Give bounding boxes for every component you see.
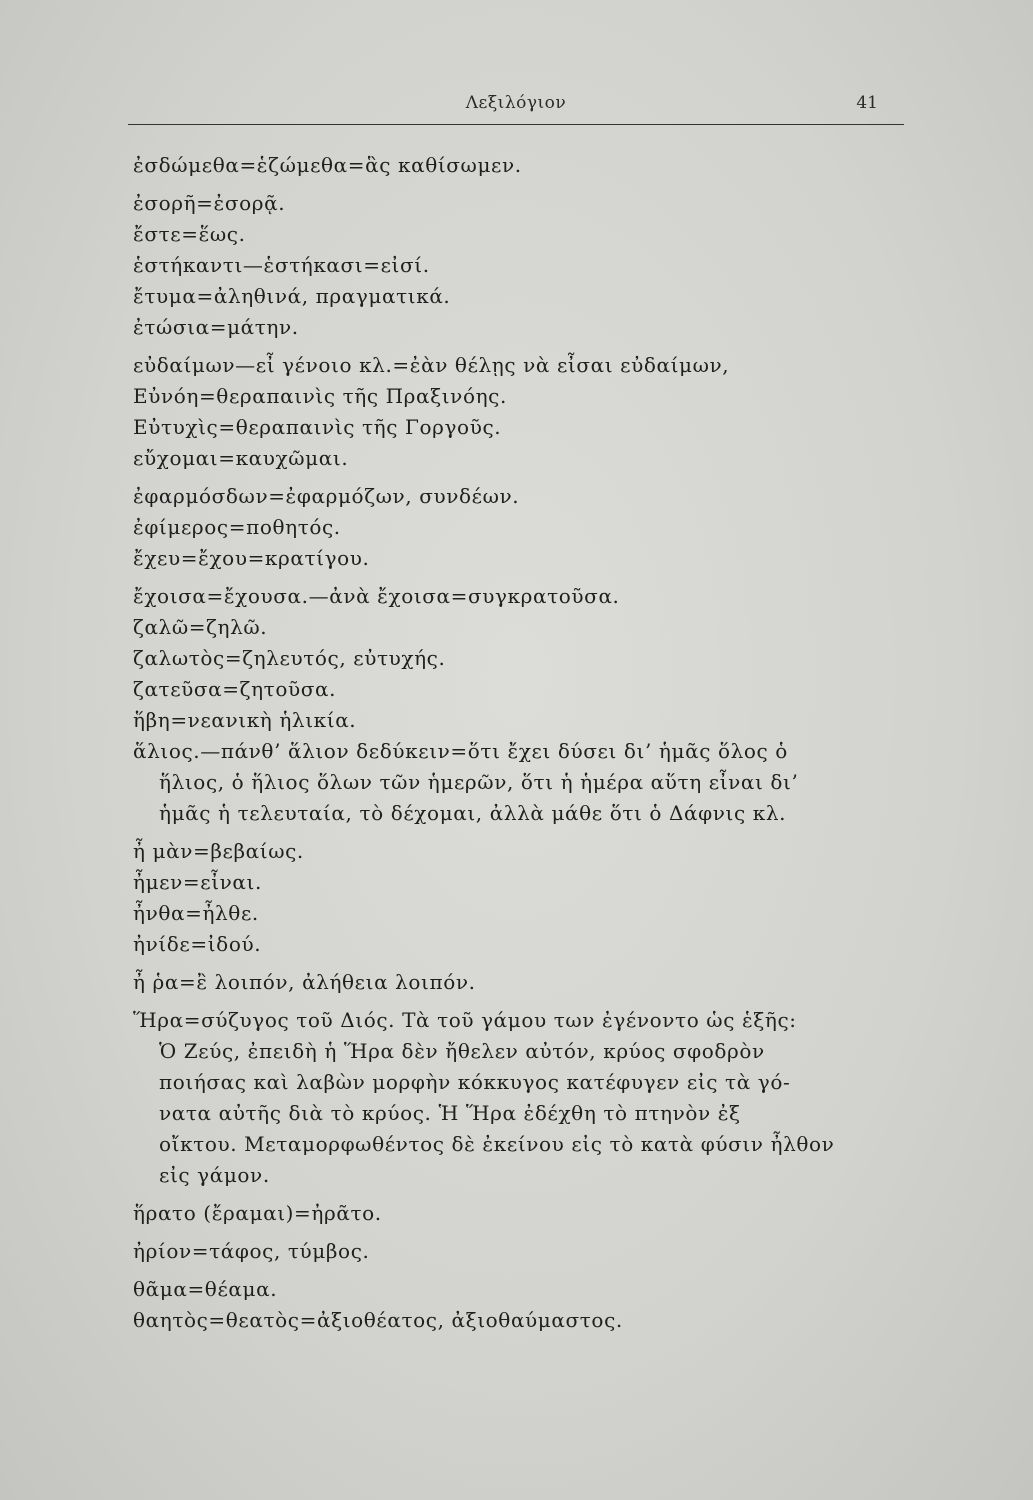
glossary-entry bbox=[133, 705, 933, 736]
entry-continuation-line: ἡμᾶς ἡ τελευταία, τὸ δέχομαι, ἀλλὰ μάθε ὅτι ὁ Δάφνις κλ. bbox=[159, 801, 787, 825]
glossary-entry bbox=[133, 219, 933, 250]
entry-continuation-line: νατα αὐτῆς διὰ τὸ κρύος. Ἡ Ἥρα ἐδέχθη τὸ πτηνὸν ἐξ bbox=[159, 1101, 741, 1125]
entry-headword-line: Ἥρα=σύζυγος τοῦ Διός. Τὰ τοῦ γάμου των ἐγένοντο ὡς ἑξῆς: bbox=[133, 1008, 797, 1032]
entry-headword-line: ἦνθα=ἦλθε. bbox=[133, 901, 259, 925]
entry-headword-line: ἐφαρμόσδων=ἐφαρμόζων, συνδέων. bbox=[133, 484, 520, 508]
glossary-entry bbox=[133, 443, 933, 474]
entry-headword-line: ἔτυμα=ἀληθινά, πραγματικά. bbox=[133, 284, 451, 308]
entry-headword-line: ζαλωτὸς=ζηλευτός, εὐτυχής. bbox=[133, 646, 446, 670]
glossary-entry bbox=[133, 512, 933, 543]
glossary-entry bbox=[133, 312, 933, 343]
entry-continuation-line: Ὁ Ζεύς, ἐπειδὴ ἡ Ἥρα δὲν ἤθελεν αὐτόν, κρύος σφοδρὸν bbox=[159, 1039, 765, 1063]
entry-headword-line: ἦ μὰν=βεβαίως. bbox=[133, 839, 304, 863]
glossary-entry bbox=[133, 543, 933, 574]
entry-headword-line: ἔχευ=ἔχου=κρατίγου. bbox=[133, 546, 370, 570]
entry-continuation-line: ἥλιος, ὁ ἥλιος ὅλων τῶν ἡμερῶν, ὅτι ἡ ἡμέρα αὕτη εἶναι δι’ bbox=[159, 770, 799, 794]
glossary-entry bbox=[133, 481, 933, 512]
glossary-entry bbox=[133, 1005, 933, 1191]
glossary-entry bbox=[133, 836, 933, 867]
entry-continuation-line: εἰς γάμον. bbox=[159, 1163, 270, 1187]
entry-headword-line: θαητὸς=θεατὸς=ἀξιοθέατος, ἀξιοθαύμαστος. bbox=[133, 1308, 623, 1332]
glossary-entry bbox=[133, 350, 933, 381]
entry-headword-line: ἑστήκαντι—ἑστήκασι=εἰσί. bbox=[133, 253, 430, 277]
entry-headword-line: ζαλῶ=ζηλῶ. bbox=[133, 615, 268, 639]
glossary-entry bbox=[133, 581, 933, 612]
glossary-entry bbox=[133, 1236, 933, 1267]
entry-headword-line: Εὐτυχὶς=θεραπαινὶς τῆς Γοργοῦς. bbox=[133, 415, 502, 439]
page-header bbox=[128, 93, 904, 121]
entry-headword-line: εὐδαίμων—εἶ γένοιο κλ.=ἐὰν θέλῃς νὰ εἶσαι εὐδαίμων, bbox=[133, 353, 730, 377]
entry-headword-line: ἦμεν=εἶναι. bbox=[133, 870, 262, 894]
entry-headword-line: ἐσδώμεθα=ἑζώμεθα=ἃς καθίσωμεν. bbox=[133, 153, 522, 177]
glossary-entry bbox=[133, 281, 933, 312]
glossary-entry bbox=[133, 674, 933, 705]
entry-headword-line: θᾶμα=θέαμα. bbox=[133, 1277, 278, 1301]
entry-headword-line: ἥβη=νεανικὴ ἡλικία. bbox=[133, 708, 357, 732]
entry-headword-line: ἐφίμερος=ποθητός. bbox=[133, 515, 341, 539]
glossary-entry bbox=[133, 250, 933, 281]
entry-continuation-line: ποιήσας καὶ λαβὼν μορφὴν κόκκυγος κατέφυγεν εἰς τὰ γό- bbox=[159, 1070, 791, 1094]
entry-headword-line: ἠρίον=τάφος, τύμβος. bbox=[133, 1239, 370, 1263]
glossary-entry bbox=[133, 736, 933, 829]
entry-headword-line: ζατεῦσα=ζητοῦσα. bbox=[133, 677, 337, 701]
glossary-entries bbox=[133, 150, 933, 1336]
entry-headword-line: ἠνίδε=ἰδού. bbox=[133, 932, 262, 956]
entry-headword-line: ἐσορῆ=ἐσορᾷ. bbox=[133, 191, 286, 215]
entry-headword-line: ἐτώσια=μάτην. bbox=[133, 315, 299, 339]
glossary-entry bbox=[133, 898, 933, 929]
entry-headword-line: ἥρατο (ἔραμαι)=ἠρᾶτο. bbox=[133, 1201, 382, 1225]
glossary-entry bbox=[133, 612, 933, 643]
page-number: 41 bbox=[856, 93, 878, 113]
entry-headword-line: Εὐνόη=θεραπαινὶς τῆς Πραξινόης. bbox=[133, 384, 507, 408]
entry-headword-line: ἦ ῥα=ἒ λοιπόν, ἀλήθεια λοιπόν. bbox=[133, 970, 476, 994]
glossary-entry bbox=[133, 1198, 933, 1229]
entry-headword-line: εὔχομαι=καυχῶμαι. bbox=[133, 446, 349, 470]
glossary-entry bbox=[133, 188, 933, 219]
glossary-entry bbox=[133, 150, 933, 181]
glossary-entry bbox=[133, 1305, 933, 1336]
entry-continuation-line: οἴκτου. Μεταμορφωθέντος δὲ ἐκείνου εἰς τὸ κατὰ φύσιν ἦλθον bbox=[159, 1132, 835, 1156]
glossary-entry bbox=[133, 1274, 933, 1305]
glossary-entry bbox=[133, 381, 933, 412]
entry-headword-line: ἔχοισα=ἔχουσα.—ἀνὰ ἔχοισα=συγκρατοῦσα. bbox=[133, 584, 620, 608]
glossary-entry bbox=[133, 412, 933, 443]
glossary-entry bbox=[133, 967, 933, 998]
glossary-entry bbox=[133, 643, 933, 674]
running-title: Λεξιλόγιον bbox=[465, 93, 567, 113]
header-rule bbox=[128, 124, 904, 125]
glossary-entry bbox=[133, 867, 933, 898]
entry-headword-line: ἅλιος.—πάνθ’ ἅλιον δεδύκειν=ὅτι ἔχει δύσει δι’ ἡμᾶς ὅλος ὁ bbox=[133, 739, 788, 763]
glossary-entry bbox=[133, 929, 933, 960]
entry-headword-line: ἔστε=ἕως. bbox=[133, 222, 246, 246]
